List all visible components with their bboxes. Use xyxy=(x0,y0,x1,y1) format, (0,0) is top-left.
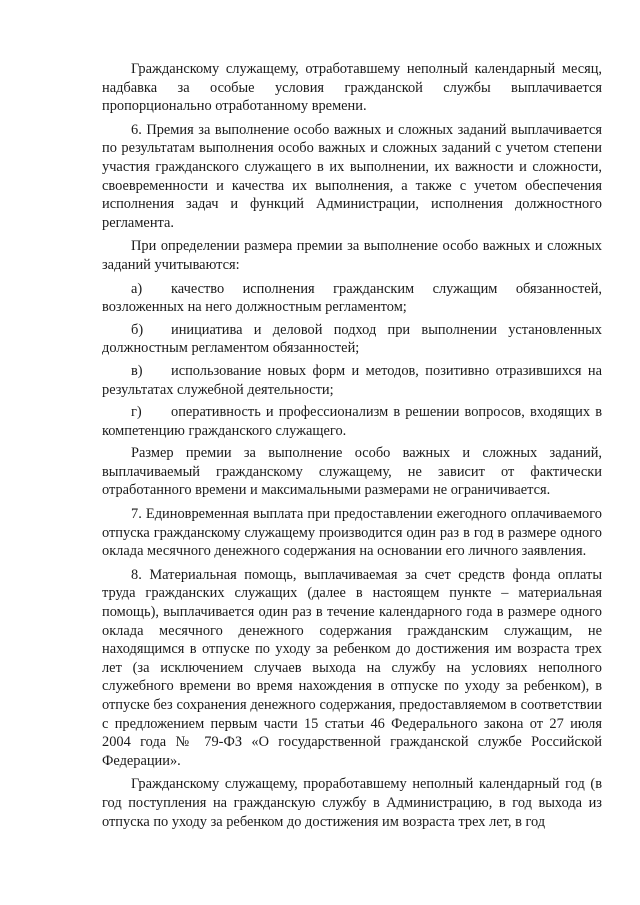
list-marker: а) xyxy=(131,280,143,297)
list-item-text: качество исполнения гражданским служащим обязанностей, возложенных на него должностным регламентом; xyxy=(102,280,602,316)
list-item xyxy=(102,321,602,358)
paragraph-section-8: 8. Материальная помощь, выплачиваемая за счет средств фонда оплаты труда гражданских служащих (далее в настоящем пункте – материальная помощь), выплачивается один раз в течение календарного года в размере одного оклада месячного денежного содержания гражданским служащим, не находящимся в отпуске по уходу за ребенком до достижения им возраста трех лет (за исключением случаев выхода на службу на условиях неполного служебного времени во время нахождения в отпуске по уходу за ребенком), в отпуске без сохранения денежного содержания, предоставляемом в соответствии с предложением первым части 15 статьи 46 Федерального закона от 27 июля 2004 года № 79-ФЗ «О государственной гражданской службе Российской Федерации». xyxy=(102,566,602,769)
list-item-text: использование новых форм и методов, позитивно отразившихся на результатах служебной деятельности; xyxy=(102,362,602,398)
paragraph-partial-year: Гражданскому служащему, проработавшему неполный календарный год (в год поступления на гражданскую службу в Администрацию, в год выхода из отпуска по уходу за ребенком до достижения им возраста трех лет, в год xyxy=(102,776,602,830)
list-item-text: оперативность и профессионализм в решении вопросов, входящих в компетенцию гражданского служащего. xyxy=(102,404,602,439)
list-marker: б) xyxy=(131,321,144,338)
paragraph-section-6: 6. Премия за выполнение особо важных и сложных заданий выплачивается по результатам выполнения особо важных и сложных заданий с учетом степени участия гражданского служащего в их выполнении, их важности и сложности, своевременности и качества их выполнения, а также с учетом обеспечения исполнения задач и функций Администрации, исполнения должностного регламента. xyxy=(102,121,602,231)
document-page xyxy=(102,60,602,836)
paragraph-bonus-limit: Размер премии за выполнение особо важных и сложных заданий, выплачиваемый гражданскому служащему, не зависит от фактически отработанного времени и максимальными размерами не ограничивается. xyxy=(102,445,602,499)
list-item xyxy=(102,403,602,440)
paragraph-partial-month: Гражданскому служащему, отработавшему неполный календарный месяц, надбавка за особые условия гражданской службы выплачивается пропорционально отработанному времени. xyxy=(102,61,602,115)
criteria-list xyxy=(102,280,602,441)
list-item xyxy=(102,280,602,317)
list-marker: в) xyxy=(131,362,143,379)
list-item-text: инициатива и деловой подход при выполнении установленных должностным регламентом обязанностей; xyxy=(102,321,602,357)
paragraph-criteria-intro: При определении размера премии за выполнение особо важных и сложных заданий учитываются: xyxy=(102,238,602,273)
list-marker: г) xyxy=(131,404,142,421)
paragraph-section-7: 7. Единовременная выплата при предоставлении ежегодного оплачиваемого отпуска гражданскому служащему производится один раз в год в размере одного оклада месячного денежного содержания на основании его личного заявления. xyxy=(102,506,602,560)
list-item xyxy=(102,362,602,399)
